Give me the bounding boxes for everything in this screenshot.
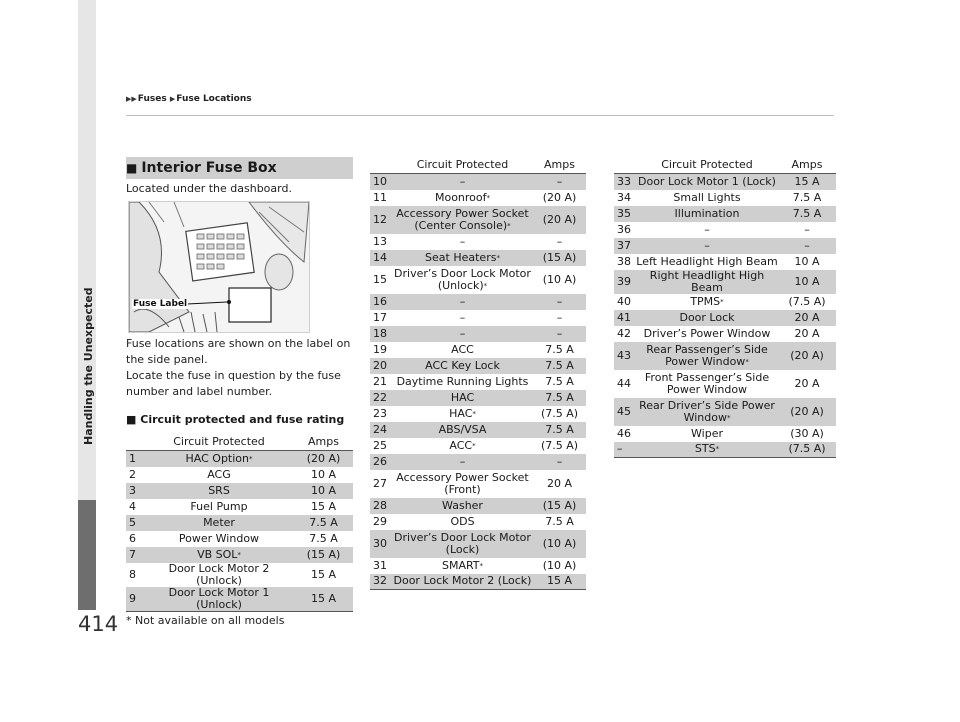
circuit-name: HAC (450, 390, 475, 404)
amps-cell: (20 A) (778, 398, 836, 426)
fuse-number-cell: 16 (370, 294, 392, 310)
circuit-name: ACC Key Lock (425, 358, 500, 372)
fuse-number-cell: – (614, 442, 636, 458)
fuse-number-cell: 14 (370, 250, 392, 266)
footnote-asterisk: * (479, 561, 484, 570)
table-row (614, 310, 836, 326)
circuit-cell (392, 454, 533, 470)
side-tab-marker (78, 500, 96, 610)
circuit-cell (144, 515, 294, 531)
circuit-cell (636, 398, 778, 426)
amps-cell: (20 A) (533, 206, 586, 234)
circuit-cell (392, 310, 533, 326)
circuit-name: Seat Heaters (425, 250, 497, 264)
fuse-number-cell: 18 (370, 326, 392, 342)
table-header-row (370, 156, 586, 174)
table-row (370, 266, 586, 294)
amps-cell: 20 A (794, 376, 820, 390)
footnote-asterisk: * (715, 445, 720, 454)
circuit-cell (392, 342, 533, 358)
header-amps-cell: Amps (533, 156, 586, 174)
table-row (126, 483, 353, 499)
square-bullet-icon: ■ (126, 161, 138, 175)
instruction-line: number and label number. (126, 385, 273, 398)
table-row (614, 370, 836, 398)
amps-cell: 20 A (778, 310, 836, 326)
table-row (370, 574, 586, 590)
circuit-cell (392, 250, 533, 266)
circuit-cell (636, 294, 778, 310)
fuse-number-cell: 40 (617, 294, 631, 308)
circuit-cell (392, 406, 533, 422)
fuse-number-cell: 32 (370, 574, 392, 590)
circuit-cell (636, 342, 778, 370)
table-row (370, 498, 586, 514)
circuit-name: ACG (207, 467, 231, 481)
fuse-number-cell: 7 (126, 547, 144, 563)
footnote-asterisk: * (745, 357, 749, 366)
footnote-asterisk: * (496, 253, 500, 262)
circuit-name-continued: (Center Console) (414, 218, 508, 232)
circuit-name-continued: (Front) (444, 482, 481, 496)
circuit-name-continued: Power Window (665, 354, 746, 368)
fuse-number-cell: 21 (373, 374, 387, 388)
circuit-name: – (459, 174, 466, 188)
table-row (126, 451, 353, 467)
circuit-cell (392, 574, 533, 590)
header-circuit-cell: Circuit Protected (636, 156, 778, 174)
amps-cell: – (556, 310, 563, 324)
amps-cell: (15 A) (294, 547, 353, 563)
circuit-cell (392, 530, 533, 558)
circuit-cell (392, 422, 533, 438)
circuit-name: Front Passenger’s Side (644, 370, 770, 384)
table-row (370, 326, 586, 342)
subheading: ■ Circuit protected and fuse rating (126, 413, 345, 426)
fuse-number-cell: 13 (373, 234, 387, 248)
table-row (614, 206, 836, 222)
circuit-name: Right Headlight High Beam (649, 268, 765, 294)
breadcrumb-arrow-icon: ▶ (169, 95, 176, 103)
footnote-asterisk: * (486, 193, 491, 202)
circuit-name: Door Lock Motor 2 (Lock) (393, 574, 532, 588)
table-row (370, 514, 586, 530)
table-row (370, 470, 586, 498)
fuse-number-cell: 19 (373, 342, 387, 356)
circuit-cell (636, 238, 778, 254)
table-row (126, 563, 353, 587)
circuit-name: Rear Driver’s Side Power (639, 398, 775, 412)
fuse-number-cell: 33 (614, 174, 636, 190)
circuit-cell (144, 531, 294, 547)
fuse-number-cell: 5 (126, 515, 144, 531)
circuit-name: Door Lock Motor 1 (Unlock) (168, 585, 270, 611)
fuse-number-cell: 37 (614, 238, 636, 254)
circuit-name-continued: Power Window (666, 382, 748, 396)
circuit-cell (392, 498, 533, 514)
circuit-cell (636, 222, 778, 238)
circuit-cell (144, 499, 294, 515)
circuit-cell (392, 374, 533, 390)
fuse-number-cell: 8 (129, 567, 136, 581)
fuse-number-cell: 24 (370, 422, 392, 438)
table-row (614, 426, 836, 442)
circuit-cell (144, 467, 294, 483)
fuse-number-cell: 2 (129, 467, 136, 481)
table-header-row (614, 156, 836, 174)
table-row (614, 254, 836, 270)
amps-cell: 20 A (546, 476, 573, 490)
table-row (370, 310, 586, 326)
fuse-number-cell: 44 (617, 376, 631, 390)
amps-cell: (20 A) (778, 342, 836, 370)
circuit-cell (636, 174, 778, 190)
amps-cell: 7.5 A (294, 515, 353, 531)
fuse-number-cell: 41 (614, 310, 636, 326)
circuit-name: Washer (442, 498, 483, 512)
circuit-name: Small Lights (673, 190, 741, 204)
amps-cell: (7.5 A) (788, 294, 826, 308)
header-circuit-cell: Circuit Protected (392, 156, 533, 174)
breadcrumb-item[interactable]: Fuse Locations (176, 94, 252, 104)
breadcrumb (126, 94, 252, 104)
table-row (370, 390, 586, 406)
header-number-cell (614, 156, 636, 174)
fuse-number-cell: 9 (126, 587, 144, 612)
circuit-name: Driver’s Power Window (643, 326, 771, 340)
circuit-name: Rear Passenger’s Side (646, 342, 768, 356)
header-number-cell (370, 156, 392, 174)
amps-cell: 7.5 A (792, 190, 822, 204)
table-row (370, 342, 586, 358)
circuit-name: – (704, 238, 710, 252)
circuit-name: ACC (449, 438, 473, 452)
instruction-line: Fuse locations are shown on the label on (126, 337, 351, 350)
circuit-cell (392, 390, 533, 406)
circuit-name: HAC Option (185, 451, 249, 465)
amps-cell: – (778, 238, 836, 254)
circuit-cell (392, 206, 533, 234)
circuit-cell (392, 174, 533, 190)
fuse-box-illustration (129, 202, 309, 332)
circuit-cell (636, 442, 778, 458)
circuit-cell (392, 438, 533, 454)
circuit-name: HAC (449, 406, 473, 420)
footnote-asterisk: * (249, 454, 253, 463)
circuit-name: Door Lock (679, 310, 735, 324)
table-row (370, 558, 586, 574)
circuit-name: – (459, 234, 466, 248)
circuit-cell (636, 310, 778, 326)
amps-cell: 10 A (294, 483, 353, 499)
amps-cell: 7.5 A (545, 514, 574, 528)
fuse-number-cell: 11 (373, 190, 387, 204)
breadcrumb-item[interactable]: Fuses (137, 94, 167, 104)
circuit-name: Driver’s Door Lock Motor (394, 266, 531, 280)
fuse-number-cell: 36 (617, 222, 631, 236)
table-row (614, 442, 836, 458)
circuit-cell (144, 563, 294, 587)
fuse-number-cell: 29 (373, 514, 387, 528)
table-row (614, 190, 836, 206)
amps-cell: – (556, 234, 563, 248)
location-text: Located under the dashboard. (126, 182, 292, 195)
circuit-name: Accessory Power Socket (396, 470, 529, 484)
circuit-name: – (704, 222, 710, 236)
fuse-number-cell: 34 (617, 190, 631, 204)
circuit-name: – (459, 454, 466, 468)
circuit-name-continued: Window (683, 410, 727, 424)
fuse-number-cell: 4 (129, 499, 136, 513)
amps-cell: 7.5 A (533, 422, 586, 438)
amps-cell: 15 A (310, 499, 337, 513)
footnote: * Not available on all models (126, 614, 285, 627)
table-row (614, 398, 836, 426)
fuse-label-callout: Fuse Label (133, 299, 188, 309)
table-row (370, 358, 586, 374)
circuit-cell (392, 266, 533, 294)
amps-cell: (15 A) (533, 250, 586, 266)
table-row (370, 206, 586, 234)
amps-cell: 7.5 A (778, 206, 836, 222)
circuit-cell (392, 358, 533, 374)
fuse-number-cell: 23 (373, 406, 387, 420)
instruction-line: Locate the fuse in question by the fuse (126, 369, 341, 382)
header-amps-cell: Amps (778, 156, 836, 174)
fuse-table-3 (614, 156, 836, 458)
footnote-asterisk: * (237, 550, 241, 559)
fuse-number-cell: 43 (614, 342, 636, 370)
amps-cell: (20 A) (294, 451, 353, 467)
amps-cell: 7.5 A (545, 342, 574, 356)
circuit-name: Wiper (691, 426, 723, 440)
circuit-name-continued: (Lock) (445, 542, 480, 556)
circuit-name: SMART (441, 558, 480, 572)
table-row (614, 270, 836, 294)
amps-cell: 7.5 A (533, 390, 586, 406)
fuse-number-cell: 17 (373, 310, 387, 324)
table-row (126, 587, 353, 612)
footnote-asterisk: * (720, 297, 724, 306)
circuit-cell (144, 451, 294, 467)
section-title: ■ Interior Fuse Box (126, 157, 353, 179)
table-row (126, 547, 353, 563)
fuse-number-cell: 12 (370, 206, 392, 234)
amps-cell: 10 A (310, 467, 337, 481)
footnote-asterisk: * (507, 221, 511, 230)
table-row (126, 531, 353, 547)
fuse-number-cell: 28 (370, 498, 392, 514)
amps-cell: 15 A (294, 587, 353, 612)
table-row (370, 406, 586, 422)
table-row (614, 294, 836, 310)
circuit-cell (392, 294, 533, 310)
circuit-name-continued: (Unlock) (437, 278, 484, 292)
circuit-cell (144, 483, 294, 499)
fuse-number-cell: 26 (370, 454, 392, 470)
amps-cell: (10 A) (542, 558, 577, 572)
table-row (614, 238, 836, 254)
circuit-cell (392, 558, 533, 574)
amps-cell: 7.5 A (309, 531, 338, 545)
amps-cell: (7.5 A) (540, 406, 579, 420)
amps-cell: – (804, 222, 810, 236)
fuse-table-2 (370, 156, 586, 590)
circuit-cell (392, 470, 533, 498)
circuit-name: SRS (208, 483, 230, 497)
circuit-name: Door Lock Motor 2 (Unlock) (168, 561, 270, 587)
footnote-asterisk: * (726, 413, 731, 422)
circuit-name: Driver’s Door Lock Motor (394, 530, 531, 544)
circuit-name: Accessory Power Socket (396, 206, 529, 220)
fuse-number-cell: 1 (126, 451, 144, 467)
fuse-number-cell: 6 (129, 531, 136, 545)
fuse-number-cell: 10 (370, 174, 392, 190)
circuit-cell (636, 190, 778, 206)
table-row (126, 467, 353, 483)
amps-cell: – (533, 294, 586, 310)
circuit-name: ODS (450, 514, 475, 528)
circuit-cell (636, 326, 778, 342)
circuit-name: – (459, 294, 466, 308)
fuse-number-cell: 31 (373, 558, 387, 572)
table-row (614, 222, 836, 238)
amps-cell: (7.5 A) (540, 438, 579, 452)
circuit-cell (144, 587, 294, 612)
page-number: 414 (78, 612, 119, 636)
table-row (370, 174, 586, 190)
amps-cell: 15 A (533, 574, 586, 590)
header-number-cell (126, 433, 144, 451)
table-row (370, 454, 586, 470)
amps-cell: – (533, 326, 586, 342)
circuit-name: Door Lock Motor 1 (Lock) (638, 174, 776, 188)
table-row (370, 294, 586, 310)
table-row (126, 499, 353, 515)
footnote-asterisk: * (472, 441, 476, 450)
table-row (370, 530, 586, 558)
fuse-box-photo (128, 201, 310, 333)
table-row (370, 422, 586, 438)
fuse-number-cell: 15 (373, 272, 387, 286)
side-tab-label (82, 429, 95, 445)
footnote-asterisk: * (472, 409, 476, 418)
fuse-number-cell: 38 (617, 254, 631, 268)
circuit-name: Daytime Running Lights (396, 374, 529, 388)
circuit-name: TPMS (690, 294, 721, 308)
circuit-name: – (459, 326, 466, 340)
breadcrumb-arrow-icon: ▶▶ (126, 95, 137, 103)
fuse-number-cell: 30 (370, 530, 392, 558)
circuit-cell (392, 190, 533, 206)
circuit-name: Left Headlight High Beam (636, 254, 778, 268)
fuse-number-cell: 25 (373, 438, 387, 452)
amps-cell: (10 A) (533, 530, 586, 558)
amps-cell: (15 A) (533, 498, 586, 514)
amps-cell: 7.5 A (533, 358, 586, 374)
amps-cell: (20 A) (542, 190, 577, 204)
table-row (126, 515, 353, 531)
circuit-name: Fuel Pump (190, 499, 248, 513)
circuit-cell (636, 426, 778, 442)
amps-cell: (7.5 A) (778, 442, 836, 458)
amps-cell: – (533, 454, 586, 470)
fuse-number-cell: 39 (614, 270, 636, 294)
table-header-row (126, 433, 353, 451)
footnote-asterisk: * (483, 281, 488, 290)
circuit-cell (392, 514, 533, 530)
amps-cell: (30 A) (790, 426, 824, 440)
amps-cell: 10 A (794, 254, 820, 268)
fuse-number-cell: 46 (617, 426, 631, 440)
fuse-table-1 (126, 433, 353, 612)
fuse-number-cell: 3 (126, 483, 144, 499)
amps-cell: 7.5 A (545, 374, 574, 388)
circuit-name: Illumination (674, 206, 740, 220)
fuse-number-cell: 45 (614, 398, 636, 426)
circuit-name: Meter (203, 515, 235, 529)
circuit-cell (392, 234, 533, 250)
amps-cell: – (533, 174, 586, 190)
circuit-name: VB SOL (197, 547, 238, 561)
circuit-name: STS (694, 442, 716, 456)
circuit-name: ACC (451, 342, 474, 356)
table-row (614, 342, 836, 370)
amps-cell: 20 A (794, 326, 820, 340)
table-row (370, 374, 586, 390)
circuit-name: Power Window (178, 531, 260, 545)
fuse-number-cell: 35 (614, 206, 636, 222)
circuit-name: ABS/VSA (438, 422, 487, 436)
amps-cell: 15 A (778, 174, 836, 190)
fuse-number-cell: 20 (370, 358, 392, 374)
fuse-number-cell: 27 (373, 476, 387, 490)
circuit-cell (636, 370, 778, 398)
circuit-cell (636, 206, 778, 222)
amps-cell: 15 A (310, 567, 337, 581)
circuit-name: Moonroof (434, 190, 487, 204)
amps-cell: 10 A (778, 270, 836, 294)
instruction-line: the side panel. (126, 353, 208, 366)
table-row (370, 250, 586, 266)
header-amps-cell: Amps (294, 433, 353, 451)
table-row (370, 438, 586, 454)
table-row (370, 190, 586, 206)
header-circuit-cell: Circuit Protected (144, 433, 294, 451)
amps-cell: (10 A) (542, 272, 577, 286)
fuse-number-cell: 22 (370, 390, 392, 406)
table-row (614, 326, 836, 342)
square-bullet-icon: ■ (126, 413, 137, 426)
circuit-cell (636, 254, 778, 270)
header-divider (126, 115, 834, 116)
circuit-name: – (459, 310, 466, 324)
fuse-number-cell: 42 (617, 326, 631, 340)
table-row (370, 234, 586, 250)
table-row (614, 174, 836, 190)
circuit-cell (144, 547, 294, 563)
circuit-cell (392, 326, 533, 342)
circuit-cell (636, 270, 778, 294)
